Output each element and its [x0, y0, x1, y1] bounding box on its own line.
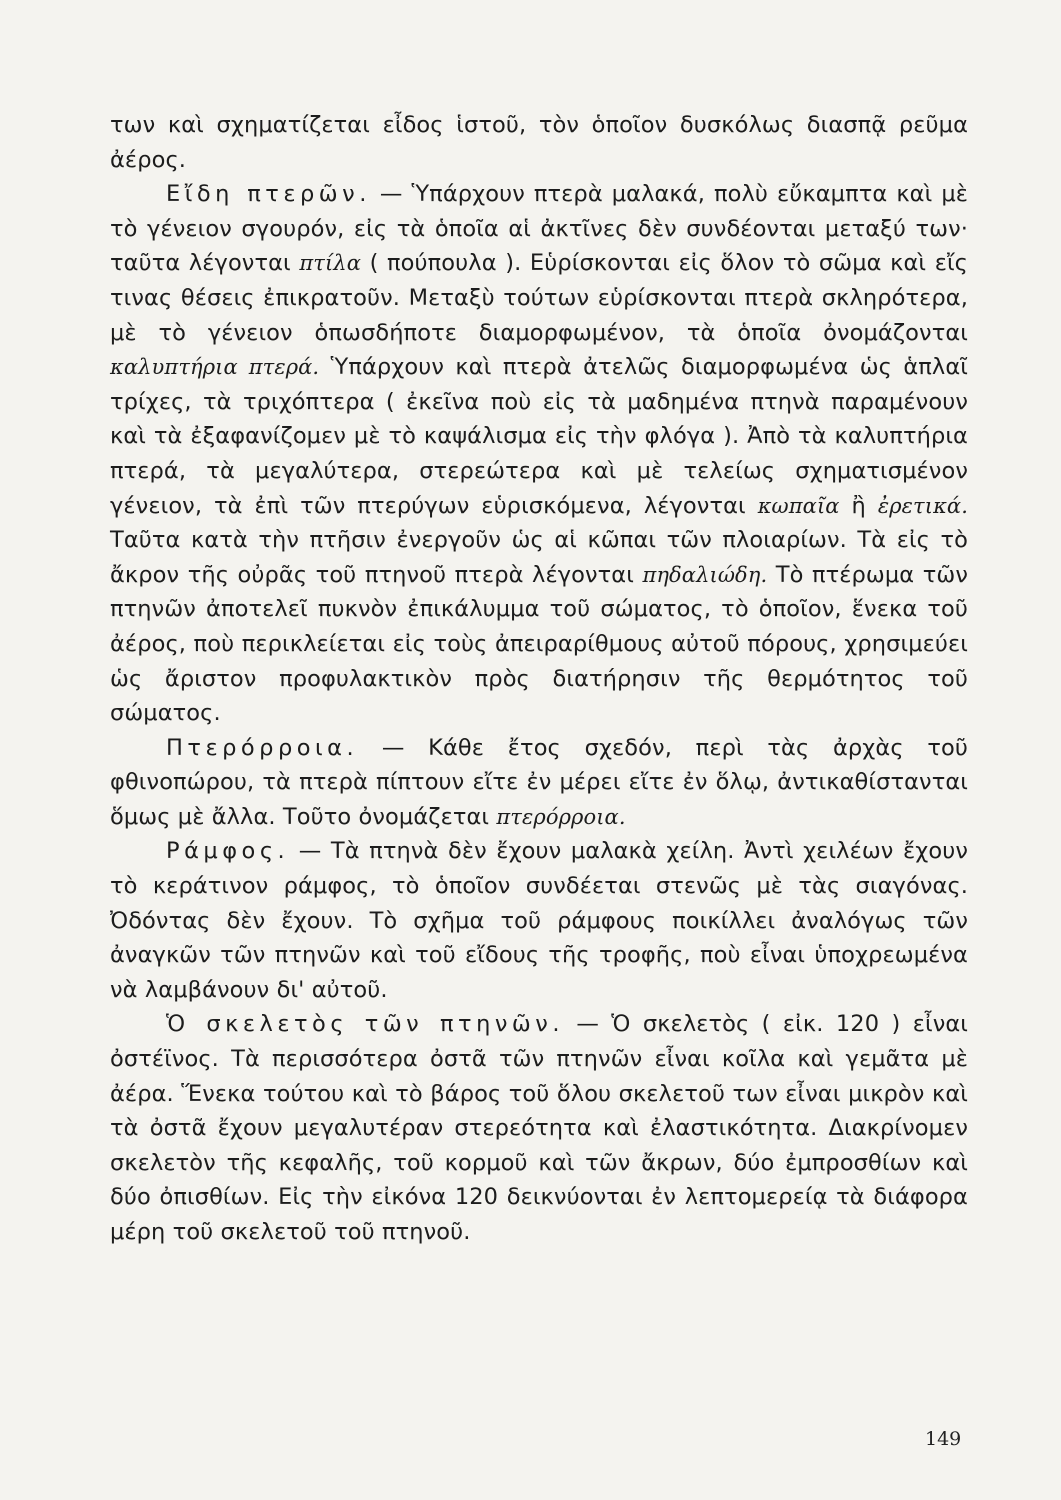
text-run: Ὑπάρχουν καὶ πτερὰ ἀτελῶς διαμορφωμένα ὡς ἁπλαῖ τρίχες, τὰ τριχόπτερα ( ἐκεῖνα ποὺ εἰς τὰ μαδημένα πτηνὰ παραμένουν καὶ τὰ ἐξαφανίζομεν μὲ τὸ καψάλισμα εἰς τὴν φλόγα ). Ἀπὸ τὰ καλυπτήρια πτερά, τὰ μεγαλύτερα, στερεώτερα καὶ μὲ τελείως σχηματισμένον γένειον, τὰ ἐπὶ τῶν πτερύγων εὑρισκόμενα, λέγονται: [110, 354, 968, 519]
paragraph-beak: [110, 834, 968, 1007]
section-heading: Εἴδη πτερῶν.: [166, 181, 371, 208]
text-run: των καὶ σχηματίζεται εἶδος ἱστοῦ, τὸν ὁποῖον δυσκόλως διασπᾷ ρεῦμα ἀέρος.: [110, 112, 968, 173]
text-run: ἢ: [839, 492, 878, 519]
section-heading: Ὁ σκελετὸς τῶν πτηνῶν.: [166, 1011, 564, 1038]
text-run: — Κάθε ἔτος σχεδόν, περὶ τὰς ἀρχὰς τοῦ φθινοπώρου, τὰ πτερὰ πίπτουν εἴτε ἐν μέρει εἴτε ἐν ὅλῳ, ἀντικαθίστανται ὅμως μὲ ἄλλα. Τοῦτο ὀνομάζεται: [110, 734, 968, 830]
paragraph-continuation: [110, 108, 968, 177]
paragraph-types-of-feathers: [110, 177, 968, 731]
body-text: [110, 108, 968, 1250]
text-run: — Τὰ πτηνὰ δὲν ἔχουν μαλακὰ χείλη. Ἀντὶ χειλέων ἔχουν τὸ κεράτινον ράμφος, τὸ ὁποῖον συνδέεται στενῶς μὲ τὰς σιαγόνας. Ὀδόντας δὲν ἔχουν. Τὸ σχῆμα τοῦ ράμφους ποικίλλει ἀναλόγως τῶν ἀναγκῶν τῶν πτηνῶν καὶ τοῦ εἴδους τῆς τροφῆς, ποὺ εἶναι ὑποχρεωμένα νὰ λαμβάνουν δι' αὐτοῦ.: [110, 838, 968, 1003]
paragraph-molting: [110, 731, 968, 835]
italic-term: πτερόρροια.: [496, 804, 626, 829]
page-number: 149: [925, 1428, 962, 1450]
section-heading: Ράμφος.: [166, 838, 290, 865]
italic-term: πηδαλιώδη.: [642, 562, 768, 587]
text-run: Τὸ πτέρωμα τῶν πτηνῶν ἀποτελεῖ πυκνὸν ἐπικάλυμμα τοῦ σώματος, τὸ ὁποῖον, ἕνεκα τοῦ ἀέρος, ποὺ περικλείεται εἰς τοὺς ἀπειραρίθμους αὐτοῦ πόρους, χρησιμεύει ὡς ἄριστον προφυλακτικὸν πρὸς διατήρησιν τῆς θερμότητος τοῦ σώματος.: [110, 561, 968, 727]
text-run: Ταῦτα κατὰ τὴν πτῆσιν ἐνεργοῦν ὡς αἱ κῶπαι τῶν πλοιαρίων. Τὰ εἰς τὸ ἄκρον τῆς οὐρᾶς τοῦ πτηνοῦ πτερὰ λέγονται: [110, 527, 968, 588]
text-run: — Ὑπάρχουν πτερὰ μαλακά, πολὺ εὔκαμπτα καὶ μὲ τὸ γένειον σγουρόν, εἰς τὰ ὁποῖα αἱ ἀκτῖνες δὲν συνδέονται μεταξύ των· ταῦτα λέγονται: [110, 181, 968, 277]
section-heading: Πτερόρροια.: [166, 734, 359, 761]
italic-term: ἐρετικά.: [877, 493, 968, 518]
text-run: ( πούπουλα ). Εὑρίσκονται εἰς ὅλον τὸ σῶμα καὶ εἴς τινας θέσεις ἐπικρατοῦν. Μεταξὺ τούτων εὑρίσκονται πτερὰ σκληρότερα, μὲ τὸ γένειον ὁπωσδήποτε διαμορφωμένον, τὰ ὁποῖα ὀνομάζονται: [110, 250, 968, 346]
text-run: — Ὁ σκελετὸς ( εἰκ. 120 ) εἶναι ὀστέϊνος. Τὰ περισσότερα ὀστᾶ τῶν πτηνῶν εἶναι κοῖλα καὶ γεμᾶτα μὲ ἀέρα. Ἕνεκα τούτου καὶ τὸ βάρος τοῦ ὅλου σκελετοῦ των εἶναι μικρὸν καὶ τὰ ὀστᾶ ἔχουν μεγαλυτέραν στερεότητα καὶ ἐλαστικότητα. Διακρίνομεν σκελετὸν τῆς κεφαλῆς, τοῦ κορμοῦ καὶ τῶν ἄκρων, δύο ἐμπροσθίων καὶ δύο ὀπισθίων. Εἰς τὴν εἰκόνα 120 δεικνύονται ἐν λεπτομερείᾳ τὰ διάφορα μέρη τοῦ σκελετοῦ τοῦ πτηνοῦ.: [110, 1011, 969, 1245]
paragraph-skeleton: [110, 1007, 968, 1249]
italic-term: κωπαῖα: [757, 493, 840, 518]
italic-term: πτίλα: [299, 251, 361, 276]
italic-term: καλυπτήρια πτερά.: [110, 355, 320, 380]
